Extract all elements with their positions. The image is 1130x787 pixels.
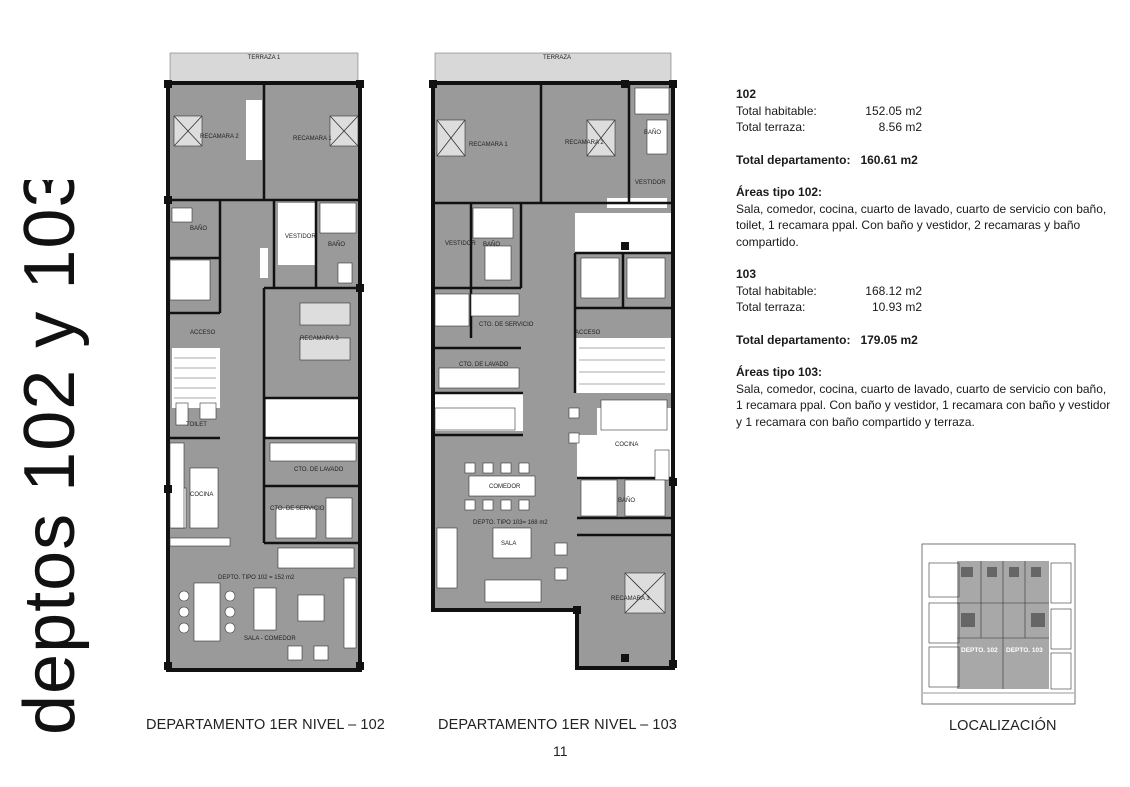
- location-label-102: DEPTO. 102: [961, 647, 998, 654]
- location-map: [921, 543, 1076, 705]
- d103-habitable-label: Total habitable:: [736, 283, 817, 298]
- d103-terraza-label: Total terraza:: [736, 300, 806, 314]
- label-cocina: COCINA: [615, 442, 639, 448]
- d102-areas-title: Áreas tipo 102:: [736, 185, 823, 199]
- d103-terraza-value: 10.93 m2: [871, 300, 922, 314]
- d103-areas-text: Sala, comedor, cocina, cuarto de lavado, cuarto de servicio con baño, 1 recamara ppal. Con baño y vestidor, 1 recamara con baño y vestidor y 1 recamara con baño compartido y terraza.: [736, 381, 1111, 429]
- d102-title: 102: [736, 87, 757, 101]
- floor-plan-102: [160, 48, 370, 678]
- d102-habitable-row: [736, 103, 1116, 120]
- label-area: DEPTO. TIPO 102 = 152 m2: [218, 575, 295, 581]
- d103-title: 103: [736, 267, 757, 281]
- d103-habitable-row: [736, 283, 1116, 300]
- d102-total: Total departamento: 160.61 m2: [736, 152, 918, 167]
- info-panel: [736, 86, 1116, 430]
- label-recamara-1: RECAMARA 1: [469, 142, 508, 148]
- label-comedor: COMEDOR: [489, 484, 521, 490]
- d102-terraza-value: 8.56 m2: [878, 120, 922, 134]
- d102-terraza-label: Total terraza:: [736, 120, 806, 134]
- d103-total: Total departamento: 179.05 m2: [736, 332, 918, 347]
- label-lavado: CTO. DE LAVADO: [459, 362, 509, 368]
- label-recamara-3: RECAMARA 3: [611, 596, 650, 602]
- d103-habitable-value: 168.12 m2: [865, 283, 922, 298]
- page-number: 11: [553, 743, 568, 759]
- floor-plan-103: [425, 48, 687, 678]
- d102-areas-text: Sala, comedor, cocina, cuarto de lavado, cuarto de servicio con baño, toilet, 1 recamara ppal. Con baño y vestidor, 2 recamaras y baño compartido.: [736, 201, 1107, 249]
- label-cocina: COCINA: [190, 492, 214, 498]
- label-acceso: ACCESO: [190, 330, 216, 336]
- label-lavado: CTO. DE LAVADO: [294, 467, 344, 473]
- label-bano-2: BAÑO: [483, 242, 501, 248]
- label-sala: SALA: [501, 541, 517, 547]
- label-servicio: CTO. DE SERVICIO: [479, 322, 534, 328]
- label-bano-3: BAÑO: [618, 498, 636, 504]
- d103-areas-title: Áreas tipo 103:: [736, 365, 823, 379]
- d103-terraza-row: [736, 299, 1116, 316]
- label-terraza: TERRAZA: [542, 55, 572, 61]
- label-vestidor-2: VESTIDOR: [445, 241, 476, 247]
- label-bano-2: BAÑO: [328, 242, 346, 248]
- location-caption: LOCALIZACIÓN: [949, 718, 1057, 734]
- vertical-title-text: deptos 102 y 103: [10, 180, 90, 735]
- location-label-103: DEPTO. 103: [1006, 647, 1043, 654]
- label-sala: SALA - COMEDOR: [244, 636, 296, 642]
- d102-terraza-row: [736, 119, 1116, 136]
- label-bano: BAÑO: [190, 226, 208, 232]
- label-bano: BAÑO: [644, 130, 662, 136]
- caption-102: DEPARTAMENTO 1ER NIVEL – 102: [146, 717, 385, 733]
- d102-habitable-label: Total habitable:: [736, 103, 817, 118]
- label-area: DEPTO. TIPO 103= 168 m2: [473, 520, 548, 526]
- label-recamara-2: RECAMARA 2: [565, 140, 604, 146]
- label-recamara-3: RECAMARA 3: [300, 336, 339, 342]
- label-vestidor: VESTIDOR: [285, 234, 316, 240]
- label-recamara-2: RECAMARA 2: [200, 134, 239, 140]
- label-acceso: ACCESO: [575, 330, 601, 336]
- label-recamara-1: RECAMARA 1: [293, 136, 332, 142]
- vertical-title: [6, 180, 96, 740]
- label-toilet: TOILET: [186, 422, 207, 428]
- d102-habitable-value: 152.05 m2: [865, 103, 922, 118]
- label-terraza: TERRAZA 1: [247, 55, 281, 61]
- caption-103: DEPARTAMENTO 1ER NIVEL – 103: [438, 717, 677, 733]
- label-vestidor-1: VESTIDOR: [635, 180, 666, 186]
- label-servicio: CTO. DE SERVICIO: [270, 506, 325, 512]
